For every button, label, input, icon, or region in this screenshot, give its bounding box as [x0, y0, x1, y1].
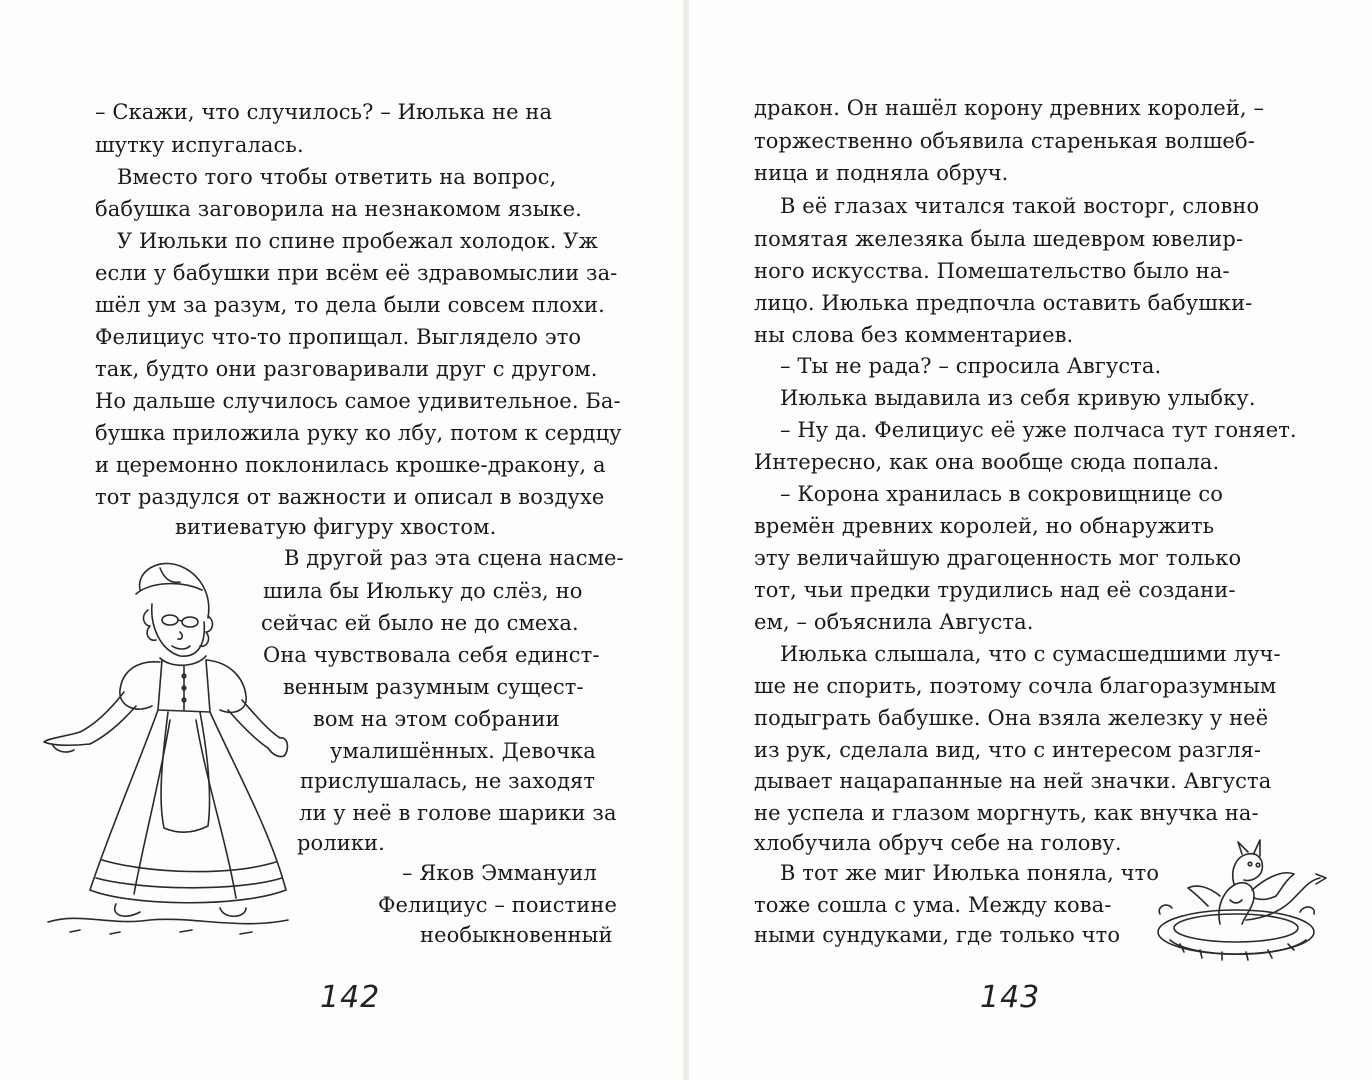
grandmother-illustration [40, 560, 290, 950]
text-line: бушка приложила руку ко лбу, потом к сердцу [95, 421, 622, 445]
text-line: бабушка заговорила на незнакомом языке. [95, 197, 582, 221]
book-gutter [683, 0, 689, 1080]
text-line: тот раздулся от важности и описал в воздухе [95, 485, 605, 509]
text-line: – Ты не рада? – спросила Августа. [780, 354, 1162, 378]
text-line: – Ну да. Фелициус её уже полчаса тут гоняет. [780, 418, 1297, 442]
text-line: В другой раз эта сцена насме- [284, 546, 624, 570]
text-line: витиеватую фигуру хвостом. [175, 515, 497, 539]
text-line: шёл ум за разум, то дела были совсем плохи. [95, 293, 605, 317]
text-line: ше не спорить, поэтому сочла благоразумным [754, 674, 1277, 698]
text-line: умалишённых. Девочка [330, 739, 596, 763]
text-line: шила бы Июльку до слёз, но [263, 579, 583, 603]
text-line: лицо. Июлька предпочла оставить бабушки- [754, 291, 1253, 315]
text-line: торжественно объявила старенькая волшеб- [754, 129, 1255, 153]
text-line: ролики. [297, 831, 385, 855]
text-line: Вместо того чтобы ответить на вопрос, [117, 165, 557, 189]
text-line: Но дальше случилось самое удивительное. Ба- [95, 389, 621, 413]
text-line: В её глазах читался такой восторг, словно [780, 194, 1260, 218]
text-line: времён древних королей, но обнаружить [754, 514, 1215, 538]
text-line: так, будто они разговаривали друг с другом. [95, 357, 598, 381]
text-line: эту величайшую драгоценность мог только [754, 546, 1242, 570]
text-line: из рук, сделала вид, что с интересом разгля- [754, 738, 1262, 762]
text-line: сейчас ей было не до смеха. [261, 611, 579, 635]
text-line: ем, – объяснила Августа. [754, 610, 1034, 634]
text-line: ного искусства. Помешательство было на- [754, 259, 1230, 283]
text-line: Июлька слышала, что с сумасшедшими луч- [780, 642, 1281, 666]
page-number: 142 [320, 980, 381, 1015]
text-line: необыкновенный [420, 923, 613, 947]
text-line: Июлька выдавила из себя кривую улыбку. [780, 386, 1256, 410]
text-line: Она чувствовала себя единст- [263, 643, 600, 667]
text-line: Интересно, как она вообще сюда попала. [754, 450, 1220, 474]
dragon-crown-illustration [1150, 840, 1330, 970]
text-line: – Яков Эммануил [402, 861, 597, 885]
text-line: помятая железяка была шедевром ювелир- [754, 227, 1244, 251]
text-line: дывает нацарапанные на ней значки. Августа [754, 769, 1272, 793]
text-line: тот, чьи предки трудились над её создани- [754, 578, 1236, 602]
text-line: тоже сошла с ума. Между кова- [754, 893, 1112, 917]
text-line: ными сундуками, где только что [754, 923, 1121, 947]
text-line: Фелициус что-то пропищал. Выглядело это [95, 325, 582, 349]
text-line: У Июльки по спине пробежал холодок. Уж [117, 229, 599, 253]
text-line: Фелициус – поистине [378, 893, 618, 917]
text-line: хлобучила обруч себе на голову. [754, 831, 1122, 855]
text-line: венным разумным сущест- [283, 675, 584, 699]
text-line: подыграть бабушке. Она взяла железку у неё [754, 706, 1269, 730]
page-number: 143 [980, 980, 1041, 1015]
text-line: шутку испугалась. [95, 133, 304, 157]
text-line: ны слова без комментариев. [754, 323, 1074, 347]
text-line: дракон. Он нашёл корону древних королей, – [754, 96, 1265, 120]
text-line: ли у неё в голове шарики за [299, 801, 617, 825]
text-line: ница и подняла обруч. [754, 161, 1009, 185]
text-line: – Скажи, что случилось? – Июлька не на [95, 100, 553, 124]
text-line: – Корона хранилась в сокровищнице со [780, 482, 1223, 506]
text-line: и церемонно поклонилась крошке-дракону, а [95, 453, 606, 477]
text-line: если у бабушки при всём её здравомыслии за- [95, 261, 618, 285]
text-line: прислушалась, не заходят [300, 769, 596, 793]
text-line: вом на этом собрании [313, 707, 560, 731]
text-line: не успела и глазом моргнуть, как внучка на- [754, 801, 1259, 825]
text-line: В тот же миг Июлька поняла, что [780, 861, 1160, 885]
